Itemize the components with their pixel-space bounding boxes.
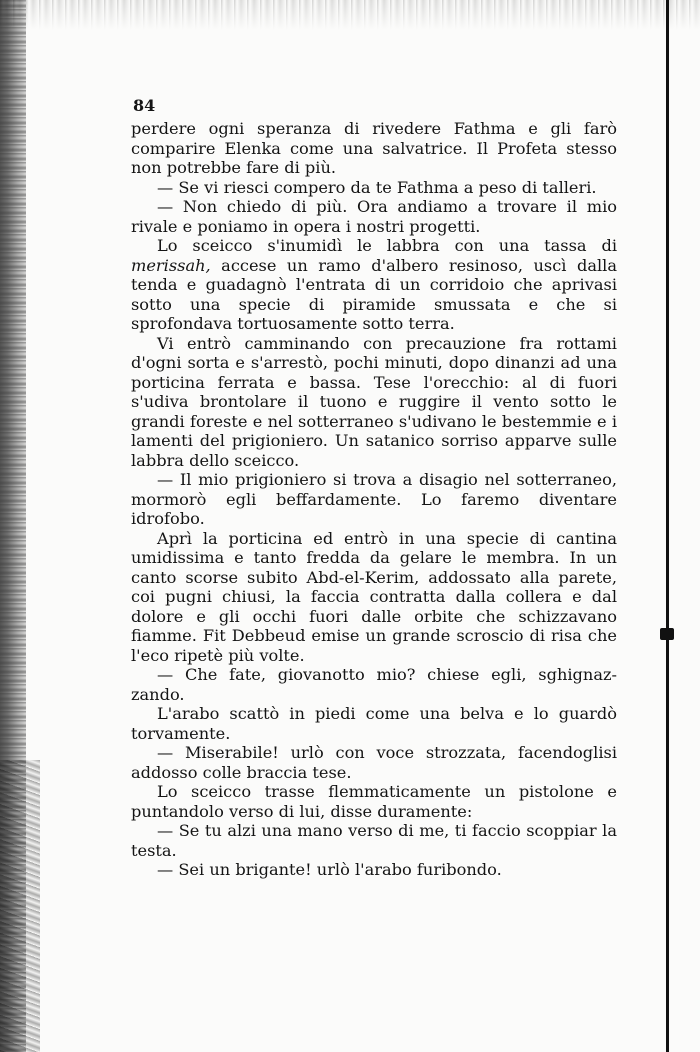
- paragraph-text: accese un ramo d'albero resinoso, uscì dalla tenda e guadagnò l'entrata di un corridoio che aprivasi sotto una specie di piramide smussata e che si sprofondava tortuosamente sotto terra.: [131, 255, 617, 333]
- paragraph-mixed: [131, 236, 617, 334]
- paragraph: Lo sceicco trasse flemmaticamente un pistolone e puntandolo verso di lui, disse duramente:: [131, 782, 617, 821]
- body-text: [131, 119, 617, 880]
- paragraph: — Che fate, giovanotto mio? chiese egli, sghignazzando.: [131, 665, 617, 704]
- page-number: 84: [133, 96, 156, 115]
- paragraph: — Se tu alzi una mano verso di me, ti faccio scoppiar la testa.: [131, 821, 617, 860]
- paragraph: L'arabo scattò in piedi come una belva e lo guardò torvamente.: [131, 704, 617, 743]
- page-edge-mark: [660, 628, 674, 640]
- page-binding-shadow: [0, 760, 40, 1052]
- paragraph-text: Lo sceicco s'inumidì le labbra con una tassa di: [157, 236, 617, 255]
- paragraph: Vi entrò camminando con precauzione fra rottami d'ogni sorta e s'arrestò, pochi minuti, dopo dinanzi ad una porticina ferrata e bassa. Tese l'orecchio: al di fuori s'udiva brontolare il tuono e ruggire il vento sotto le grandi foreste e nel sotterraneo s'udivano le bestemmie e i lamenti del prigioniero. Un satanico sorriso apparve sulle labbra dello sceicco.: [131, 333, 617, 470]
- paragraph: — Sei un brigante! urlò l'arabo furibondo.: [157, 860, 502, 879]
- paragraph: — Il mio prigioniero si trova a disagio nel sotterraneo, mormorò egli beffardamente. Lo faremo diventare idrofobo.: [131, 470, 617, 528]
- page-edge-rule: [666, 0, 669, 1052]
- page-top-speckle: [0, 0, 700, 30]
- paragraph: — Se vi riesci compero da te Fathma a peso di talleri.: [157, 177, 597, 197]
- paragraph: perdere ogni speranza di rivedere Fathma e gli farò comparire Elenka come una salvatrice. Il Profeta stesso non potrebbe fare di più.: [131, 119, 617, 177]
- paragraph: — Miserabile! urlò con voce strozzata, facendoglisi addosso colle braccia tese.: [131, 743, 617, 782]
- italic-term: merissah,: [131, 255, 211, 275]
- paragraph: Aprì la porticina ed entrò in una specie di cantina umidissima e tanto fredda da gelare le membra. In un canto scorse subito Abd-el-Kerim, addossato alla parete, coi pugni chiusi, la faccia contratta dalla collera e dal dolore e gli occhi fuori dalle orbite che schizzavano fiamme. Fit Debbeud emise un grande scroscio di risa che l'eco ripetè più volte.: [131, 528, 617, 665]
- paragraph: — Non chiedo di più. Ora andiamo a trovare il mio rivale e poniamo in opera i nostri progetti.: [131, 197, 617, 236]
